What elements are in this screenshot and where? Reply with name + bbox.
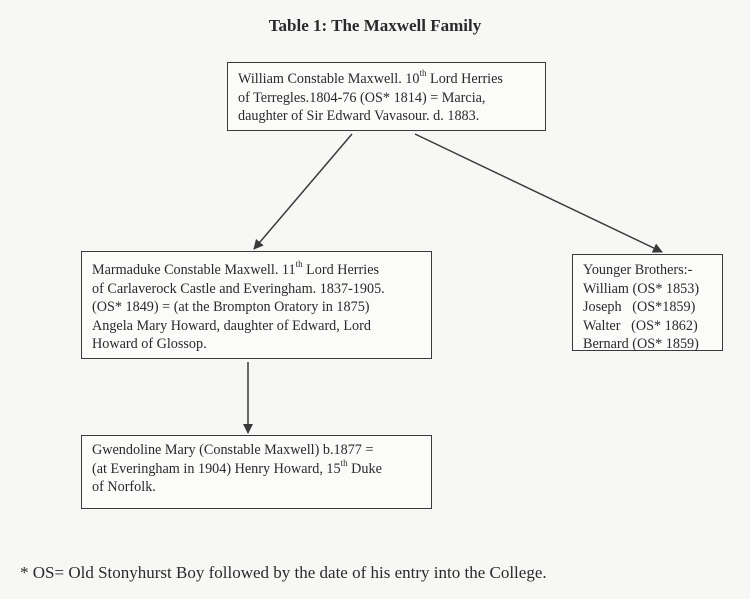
grand-line-3: of Norfolk. xyxy=(92,479,156,495)
root-ordinal-suffix: th xyxy=(419,68,427,79)
son-line-1-text: Marmaduke Constable Maxwell. 11 xyxy=(92,262,296,278)
footnote: * OS= Old Stonyhurst Boy followed by the date of his entry into the College. xyxy=(20,563,547,582)
arrow-root-to-brothers xyxy=(415,134,662,252)
root-line-1-tail: Lord Herries xyxy=(426,71,503,87)
son-line-5: Howard of Glossop. xyxy=(92,336,207,352)
son-line-2: of Carlaverock Castle and Everingham. 1837-1905. xyxy=(92,280,385,297)
grand-line-2-tail: Duke xyxy=(347,460,382,477)
root-line-1-text: William Constable Maxwell. 10 xyxy=(238,71,420,87)
brother-row xyxy=(583,335,712,354)
grand-line-2-text: (at Everingham in 1904) Henry Howard, 15 xyxy=(92,460,341,477)
root-line-3: daughter of Sir Edward Vavasour. d. 1883. xyxy=(238,108,480,124)
son-line-3: (OS* 1849) = (at the Brompton Oratory in 1875) xyxy=(92,299,370,315)
brother-row xyxy=(583,298,712,317)
diagram-title: Table 1: The Maxwell Family xyxy=(268,16,482,35)
grand-line-2 xyxy=(92,457,421,479)
brother-entry: (OS* 1859) xyxy=(632,336,699,352)
root-line-2: of Terregles.1804-76 (OS* 1814) = Marcia, xyxy=(238,89,486,106)
box-william-constable-maxwell xyxy=(227,62,546,131)
son-line-1 xyxy=(92,261,421,280)
root-line-1 xyxy=(238,70,535,89)
grand-ordinal-suffix: th xyxy=(340,457,348,468)
arrow-root-to-son xyxy=(254,134,352,249)
brother-entry: (OS* 1853) xyxy=(632,280,700,297)
box-gwendoline-mary xyxy=(81,435,432,509)
box-marmaduke-constable-maxwell xyxy=(81,251,432,359)
brother-name: Walter xyxy=(583,317,621,334)
brother-row xyxy=(583,280,712,299)
box-younger-brothers xyxy=(572,254,723,351)
son-line-4: Angela Mary Howard, daughter of Edward, Lord xyxy=(92,317,371,334)
son-ordinal-suffix: th xyxy=(295,259,303,270)
brothers-heading: Younger Brothers:- xyxy=(583,262,693,278)
brother-name: Joseph xyxy=(583,299,622,315)
brother-entry: (OS*1859) xyxy=(632,299,696,315)
brother-entry: (OS* 1862) xyxy=(631,317,698,334)
son-line-1-tail: Lord Herries xyxy=(302,262,380,278)
grand-line-1: Gwendoline Mary (Constable Maxwell) b.1877 = xyxy=(92,442,374,458)
brother-name: William xyxy=(583,280,629,297)
brother-name: Bernard xyxy=(583,336,629,352)
brother-row xyxy=(583,317,712,336)
